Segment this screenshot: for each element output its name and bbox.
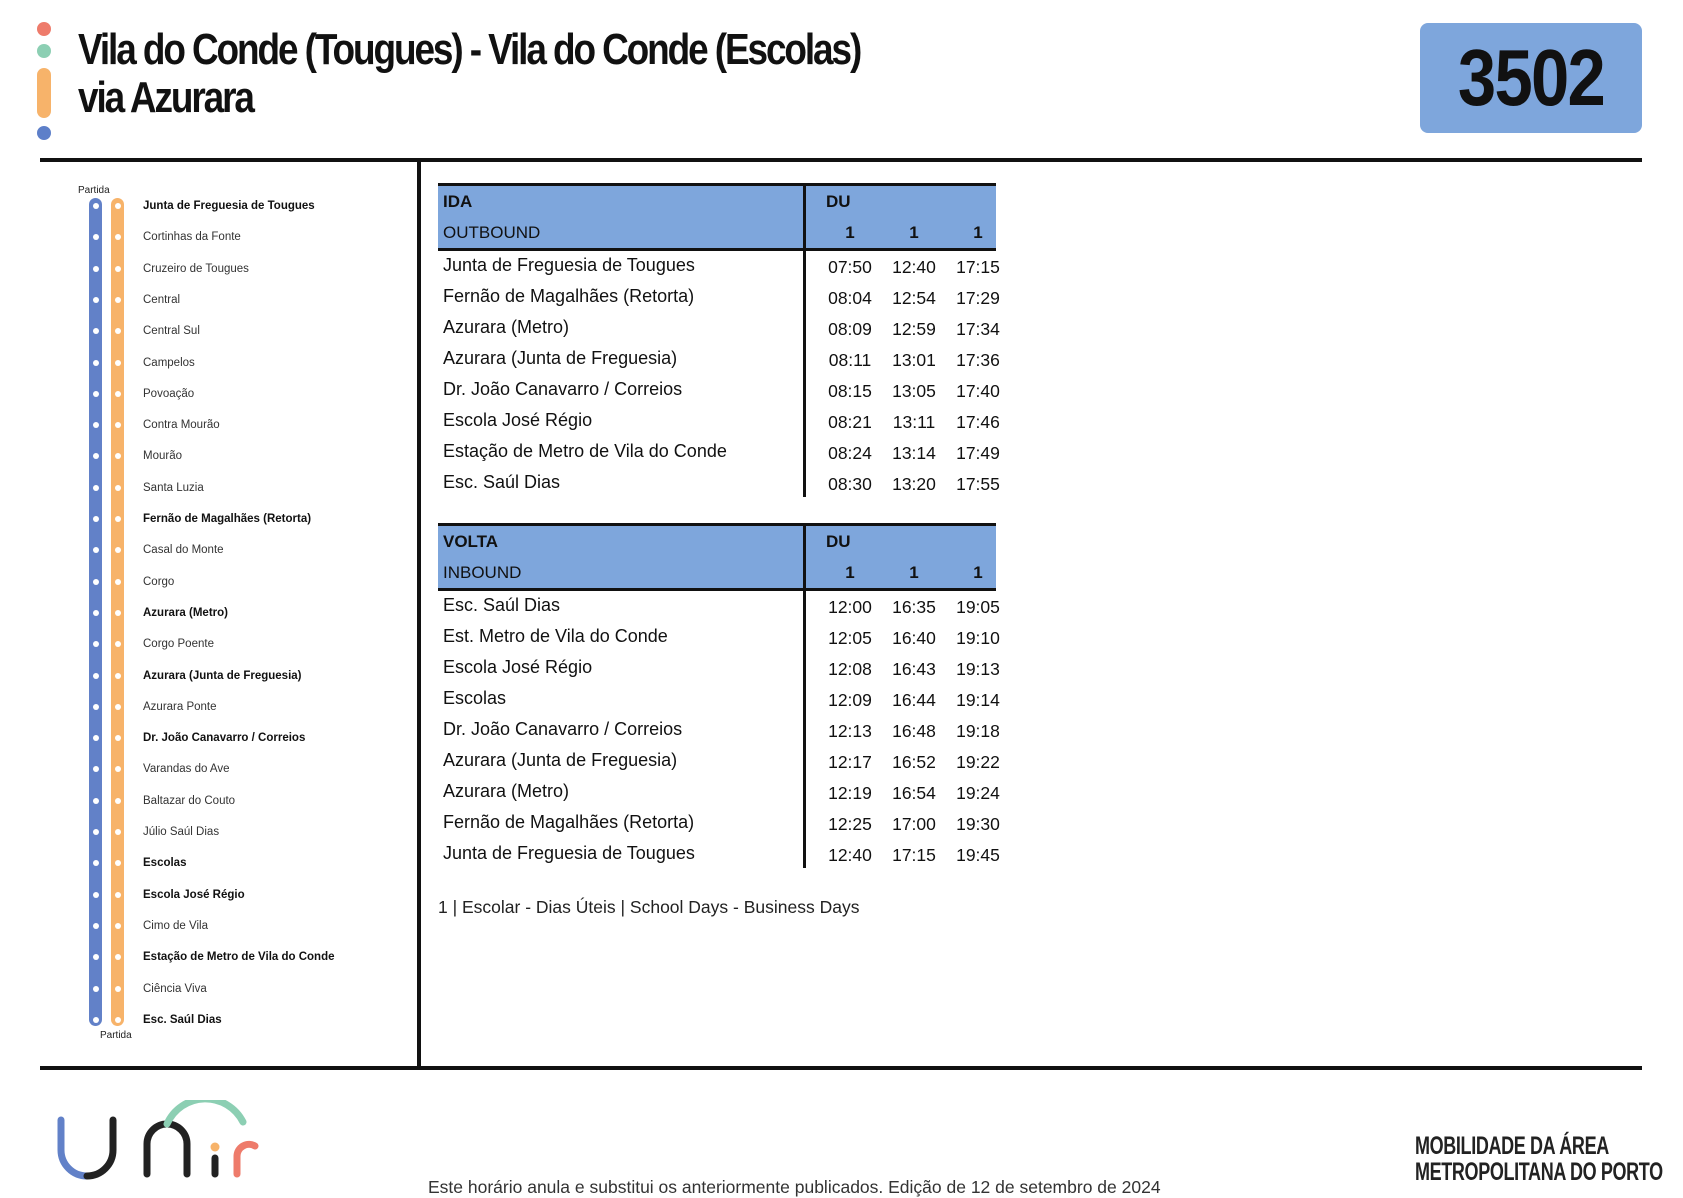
inbound-stop-dot — [115, 766, 121, 772]
outbound-stop-dot — [93, 234, 99, 240]
departure-time: 12:59 — [892, 319, 936, 339]
timetable-stop: Escola José Régio — [443, 410, 593, 430]
outbound-stop-dot — [93, 266, 99, 272]
brand-dots — [36, 22, 52, 140]
departure-time: 17:49 — [956, 443, 1000, 463]
inbound-stop-dot — [115, 579, 121, 585]
departure-time: 12:09 — [828, 690, 872, 710]
orange-pill — [37, 68, 51, 118]
timetable-row — [438, 746, 1000, 777]
inbound-label: VOLTA — [443, 532, 499, 551]
departure-time: 12:05 — [828, 628, 872, 648]
outbound-sublabel: OUTBOUND — [443, 223, 541, 242]
timetable-stop: Esc. Saúl Dias — [443, 595, 561, 615]
inbound-day-type: DU — [826, 532, 851, 551]
diagram-stop-name: Mourão — [143, 450, 182, 463]
outbound-stop-dot — [93, 203, 99, 209]
inbound-stop-dot — [115, 641, 121, 647]
outbound-stop-dot — [93, 673, 99, 679]
diagram-stop-name: Fernão de Magalhães (Retorta) — [143, 513, 312, 525]
start-label-bottom: Partida — [100, 1030, 132, 1041]
unir-logo — [55, 1100, 265, 1195]
diagram-stop-name: Central — [143, 293, 181, 306]
timetable-row — [438, 251, 1000, 282]
timetable-stop: Junta de Freguesia de Tougues — [443, 843, 695, 863]
departure-time: 19:05 — [956, 597, 1000, 617]
departure-time: 19:18 — [956, 721, 1000, 741]
departure-time: 12:19 — [828, 783, 872, 803]
outbound-stop-dot — [93, 579, 99, 585]
departure-time: 17:55 — [956, 474, 1000, 494]
departure-time: 12:54 — [892, 288, 936, 308]
timetable-note: 1 | Escolar - Dias Úteis | School Days - Business Days — [438, 897, 860, 917]
diagram-stop-name: Azurara (Metro) — [143, 606, 228, 619]
timetable-row — [438, 839, 1000, 870]
inbound-stop-dot — [115, 516, 121, 522]
outbound-label: IDA — [443, 192, 473, 211]
timetable-stop: Est. Metro de Vila do Conde — [443, 626, 668, 646]
timetable-row — [438, 282, 1000, 313]
timetable-stop: Escola José Régio — [443, 657, 593, 677]
inbound-stop-dot — [115, 735, 121, 741]
inbound-stop-dot — [115, 986, 121, 992]
timetable-row — [438, 375, 1000, 406]
inbound-stop-dot — [115, 547, 121, 553]
inbound-stop-dot — [115, 923, 121, 929]
outbound-stop-dot — [93, 641, 99, 647]
inbound-stop-dot — [115, 860, 121, 866]
departure-time: 08:09 — [828, 319, 872, 339]
diagram-stop-name: Escola José Régio — [143, 888, 245, 901]
diagram-stop-name: Varandas do Ave — [143, 763, 230, 776]
inbound-stop-dot — [115, 610, 121, 616]
inbound-stop-dot — [115, 485, 121, 491]
inbound-stop-dot — [115, 453, 121, 459]
timetable-stop: Esc. Saúl Dias — [443, 472, 561, 492]
route-number: 3502 — [1457, 33, 1605, 122]
departure-time: 08:15 — [828, 381, 872, 401]
outbound-stop-dot — [93, 923, 99, 929]
outbound-day-type: DU — [826, 192, 851, 211]
inbound-rows — [438, 591, 1000, 870]
timetable-row — [438, 468, 1000, 499]
inbound-col-3: 1 — [973, 563, 983, 582]
departure-time: 12:40 — [892, 257, 936, 277]
diagram-stop-name: Contra Mourão — [143, 419, 220, 432]
page-title — [78, 26, 860, 122]
departure-time: 12:13 — [828, 721, 872, 741]
diagram-stop-name: Júlio Saúl Dias — [143, 826, 220, 838]
departure-time: 12:08 — [828, 659, 872, 679]
inbound-timetable — [438, 523, 1000, 870]
title-line-1: Vila do Conde (Tougues) - Vila do Conde (Escolas) — [78, 25, 861, 74]
inbound-col-1: 1 — [845, 563, 855, 582]
departure-time: 13:20 — [892, 474, 936, 494]
departure-time: 16:43 — [892, 659, 936, 679]
departure-time: 12:25 — [828, 814, 872, 834]
inbound-stop-dot — [115, 673, 121, 679]
departure-time: 19:13 — [956, 659, 1000, 679]
inbound-stop-dot — [115, 798, 121, 804]
bottom-divider — [40, 1066, 1642, 1070]
inbound-stop-dot — [115, 234, 121, 240]
timetable-stop: Fernão de Magalhães (Retorta) — [443, 286, 695, 306]
outbound-col-3: 1 — [973, 223, 983, 242]
outbound-stop-dot — [93, 986, 99, 992]
diagram-stop-name: Cruzeiro de Tougues — [143, 262, 249, 275]
departure-time: 13:11 — [892, 412, 936, 432]
inbound-stop-dot — [115, 328, 121, 334]
departure-time: 12:40 — [828, 845, 872, 865]
red-dot — [37, 22, 51, 36]
diagram-stop-name: Corgo Poente — [143, 638, 214, 651]
outbound-stop-dot — [93, 391, 99, 397]
timetable-row — [438, 591, 1000, 622]
inbound-header-separator — [803, 523, 806, 591]
diagram-stop-name: Campelos — [143, 356, 195, 369]
departure-time: 17:29 — [956, 288, 1000, 308]
outbound-stop-dot — [93, 516, 99, 522]
timetable-row — [438, 344, 1000, 375]
departure-time: 08:04 — [828, 288, 872, 308]
departure-time: 19:10 — [956, 628, 1000, 648]
timetable-row — [438, 777, 1000, 808]
timetable-stop: Azurara (Metro) — [443, 781, 570, 801]
departure-time: 08:21 — [828, 412, 872, 432]
inbound-stop-dot — [115, 297, 121, 303]
diagram-stop-name: Dr. João Canavarro / Correios — [143, 732, 306, 745]
timetable-stop: Azurara (Junta de Freguesia) — [443, 750, 678, 770]
title-line-2: via Azurara — [78, 73, 253, 122]
inbound-stop-dot — [115, 422, 121, 428]
departure-time: 17:36 — [956, 350, 1000, 370]
timetable-row — [438, 437, 1000, 468]
timetable-column-separator — [803, 591, 806, 868]
inbound-stop-dot — [115, 704, 121, 710]
diagram-stop-name: Povoação — [143, 387, 195, 400]
diagram-stop-name: Cimo de Vila — [143, 919, 208, 932]
departure-time: 12:17 — [828, 752, 872, 772]
departure-time: 08:30 — [828, 474, 872, 494]
outbound-stop-dot — [93, 453, 99, 459]
timetable-row — [438, 313, 1000, 344]
departure-time: 17:34 — [956, 319, 1000, 339]
outbound-stop-dot — [93, 422, 99, 428]
timetable-stop: Junta de Freguesia de Tougues — [443, 255, 695, 275]
inbound-stop-dot — [115, 360, 121, 366]
timetable-stop: Fernão de Magalhães (Retorta) — [443, 812, 695, 832]
outbound-stop-dot — [93, 829, 99, 835]
inbound-sublabel: INBOUND — [443, 563, 522, 582]
timetable-stop: Escolas — [443, 688, 507, 708]
outbound-stop-dot — [93, 860, 99, 866]
diagram-stop-name: Esc. Saúl Dias — [143, 1013, 222, 1026]
departure-time: 19:22 — [956, 752, 1000, 772]
departure-time: 17:46 — [956, 412, 1000, 432]
departure-time: 16:35 — [892, 597, 936, 617]
green-dot — [37, 44, 51, 58]
departure-time: 13:14 — [892, 443, 936, 463]
outbound-stop-dot — [93, 1017, 99, 1023]
outbound-stop-dot — [93, 360, 99, 366]
inbound-stop-dot — [115, 1017, 121, 1023]
timetable-row — [438, 715, 1000, 746]
edition-disclaimer: Este horário anula e substitui os anteriormente publicados. Edição de 12 de setembro de 2024 — [428, 1177, 1161, 1197]
departure-time: 07:50 — [828, 257, 872, 277]
departure-time: 17:15 — [956, 257, 1000, 277]
outbound-stop-dot — [93, 766, 99, 772]
departure-time: 19:30 — [956, 814, 1000, 834]
diagram-stop-name: Baltazar do Couto — [143, 794, 236, 807]
outbound-stop-dot — [93, 704, 99, 710]
timetable-stop: Azurara (Junta de Freguesia) — [443, 348, 678, 368]
timetable-row — [438, 622, 1000, 653]
outbound-stop-dot — [93, 610, 99, 616]
timetable-row — [438, 406, 1000, 437]
inbound-stop-dot — [115, 203, 121, 209]
departure-time: 13:05 — [892, 381, 936, 401]
diagram-stop-name: Central Sul — [143, 325, 200, 338]
outbound-timetable — [438, 183, 1000, 499]
timetable-stop: Dr. João Canavarro / Correios — [443, 719, 683, 739]
timetable-stop: Dr. João Canavarro / Correios — [443, 379, 683, 399]
departure-time: 12:00 — [828, 597, 872, 617]
outbound-stop-dot — [93, 798, 99, 804]
outbound-stop-dot — [93, 328, 99, 334]
departure-time: 19:14 — [956, 690, 1000, 710]
inbound-stop-dot — [115, 954, 121, 960]
amp-logo — [1415, 1133, 1663, 1185]
start-label-top: Partida — [78, 185, 110, 196]
departure-time: 17:40 — [956, 381, 1000, 401]
departure-time: 13:01 — [892, 350, 936, 370]
inbound-header — [438, 523, 996, 591]
outbound-stop-dot — [93, 297, 99, 303]
departure-time: 16:54 — [892, 783, 936, 803]
diagram-stop-name: Casal do Monte — [143, 544, 224, 557]
departure-time: 16:48 — [892, 721, 936, 741]
amp-logo-line-1: MOBILIDADE DA ÁREA — [1415, 1132, 1609, 1160]
diagram-stop-name: Escolas — [143, 857, 187, 870]
outbound-col-2: 1 — [909, 223, 919, 242]
diagram-stop-name: Ciência Viva — [143, 982, 207, 995]
outbound-header-separator — [803, 183, 806, 251]
timetable-stop: Azurara (Metro) — [443, 317, 570, 337]
amp-logo-line-2: METROPOLITANA DO PORTO — [1415, 1158, 1663, 1186]
inbound-stop-dot — [115, 391, 121, 397]
departure-time: 08:11 — [828, 350, 872, 370]
diagram-stop-name: Junta de Freguesia de Tougues — [143, 200, 315, 212]
outbound-stop-dot — [93, 547, 99, 553]
vertical-divider — [417, 162, 421, 1070]
inbound-col-2: 1 — [909, 563, 919, 582]
outbound-stop-dot — [93, 735, 99, 741]
diagram-stop-name: Santa Luzia — [143, 481, 204, 494]
timetable-column-separator — [803, 251, 806, 497]
route-number-badge — [1420, 23, 1642, 133]
departure-time: 08:24 — [828, 443, 872, 463]
departure-time: 17:00 — [892, 814, 936, 834]
outbound-stop-dot — [93, 485, 99, 491]
timetable-stop: Estação de Metro de Vila do Conde — [443, 441, 727, 461]
departure-time: 16:40 — [892, 628, 936, 648]
outbound-rows — [438, 251, 1000, 499]
timetable-row — [438, 653, 1000, 684]
blue-dot — [37, 126, 51, 140]
outbound-stop-dot — [93, 892, 99, 898]
diagram-stop-name: Azurara Ponte — [143, 700, 217, 713]
diagram-stop-name: Estação de Metro de Vila do Conde — [143, 951, 335, 964]
diagram-stop-name: Azurara (Junta de Freguesia) — [143, 669, 302, 682]
departure-time: 17:15 — [892, 845, 936, 865]
departure-time: 19:45 — [956, 845, 1000, 865]
timetable-row — [438, 684, 1000, 715]
departure-time: 16:44 — [892, 690, 936, 710]
outbound-stop-dot — [93, 954, 99, 960]
diagram-stop-name: Cortinhas da Fonte — [143, 231, 241, 244]
inbound-stop-dot — [115, 829, 121, 835]
outbound-header — [438, 183, 996, 251]
diagram-stop-name: Corgo — [143, 575, 175, 588]
inbound-stop-dot — [115, 266, 121, 272]
outbound-col-1: 1 — [845, 223, 855, 242]
departure-time: 19:24 — [956, 783, 1000, 803]
inbound-stop-dot — [115, 892, 121, 898]
top-divider — [40, 158, 1642, 162]
departure-time: 16:52 — [892, 752, 936, 772]
timetable-row — [438, 808, 1000, 839]
